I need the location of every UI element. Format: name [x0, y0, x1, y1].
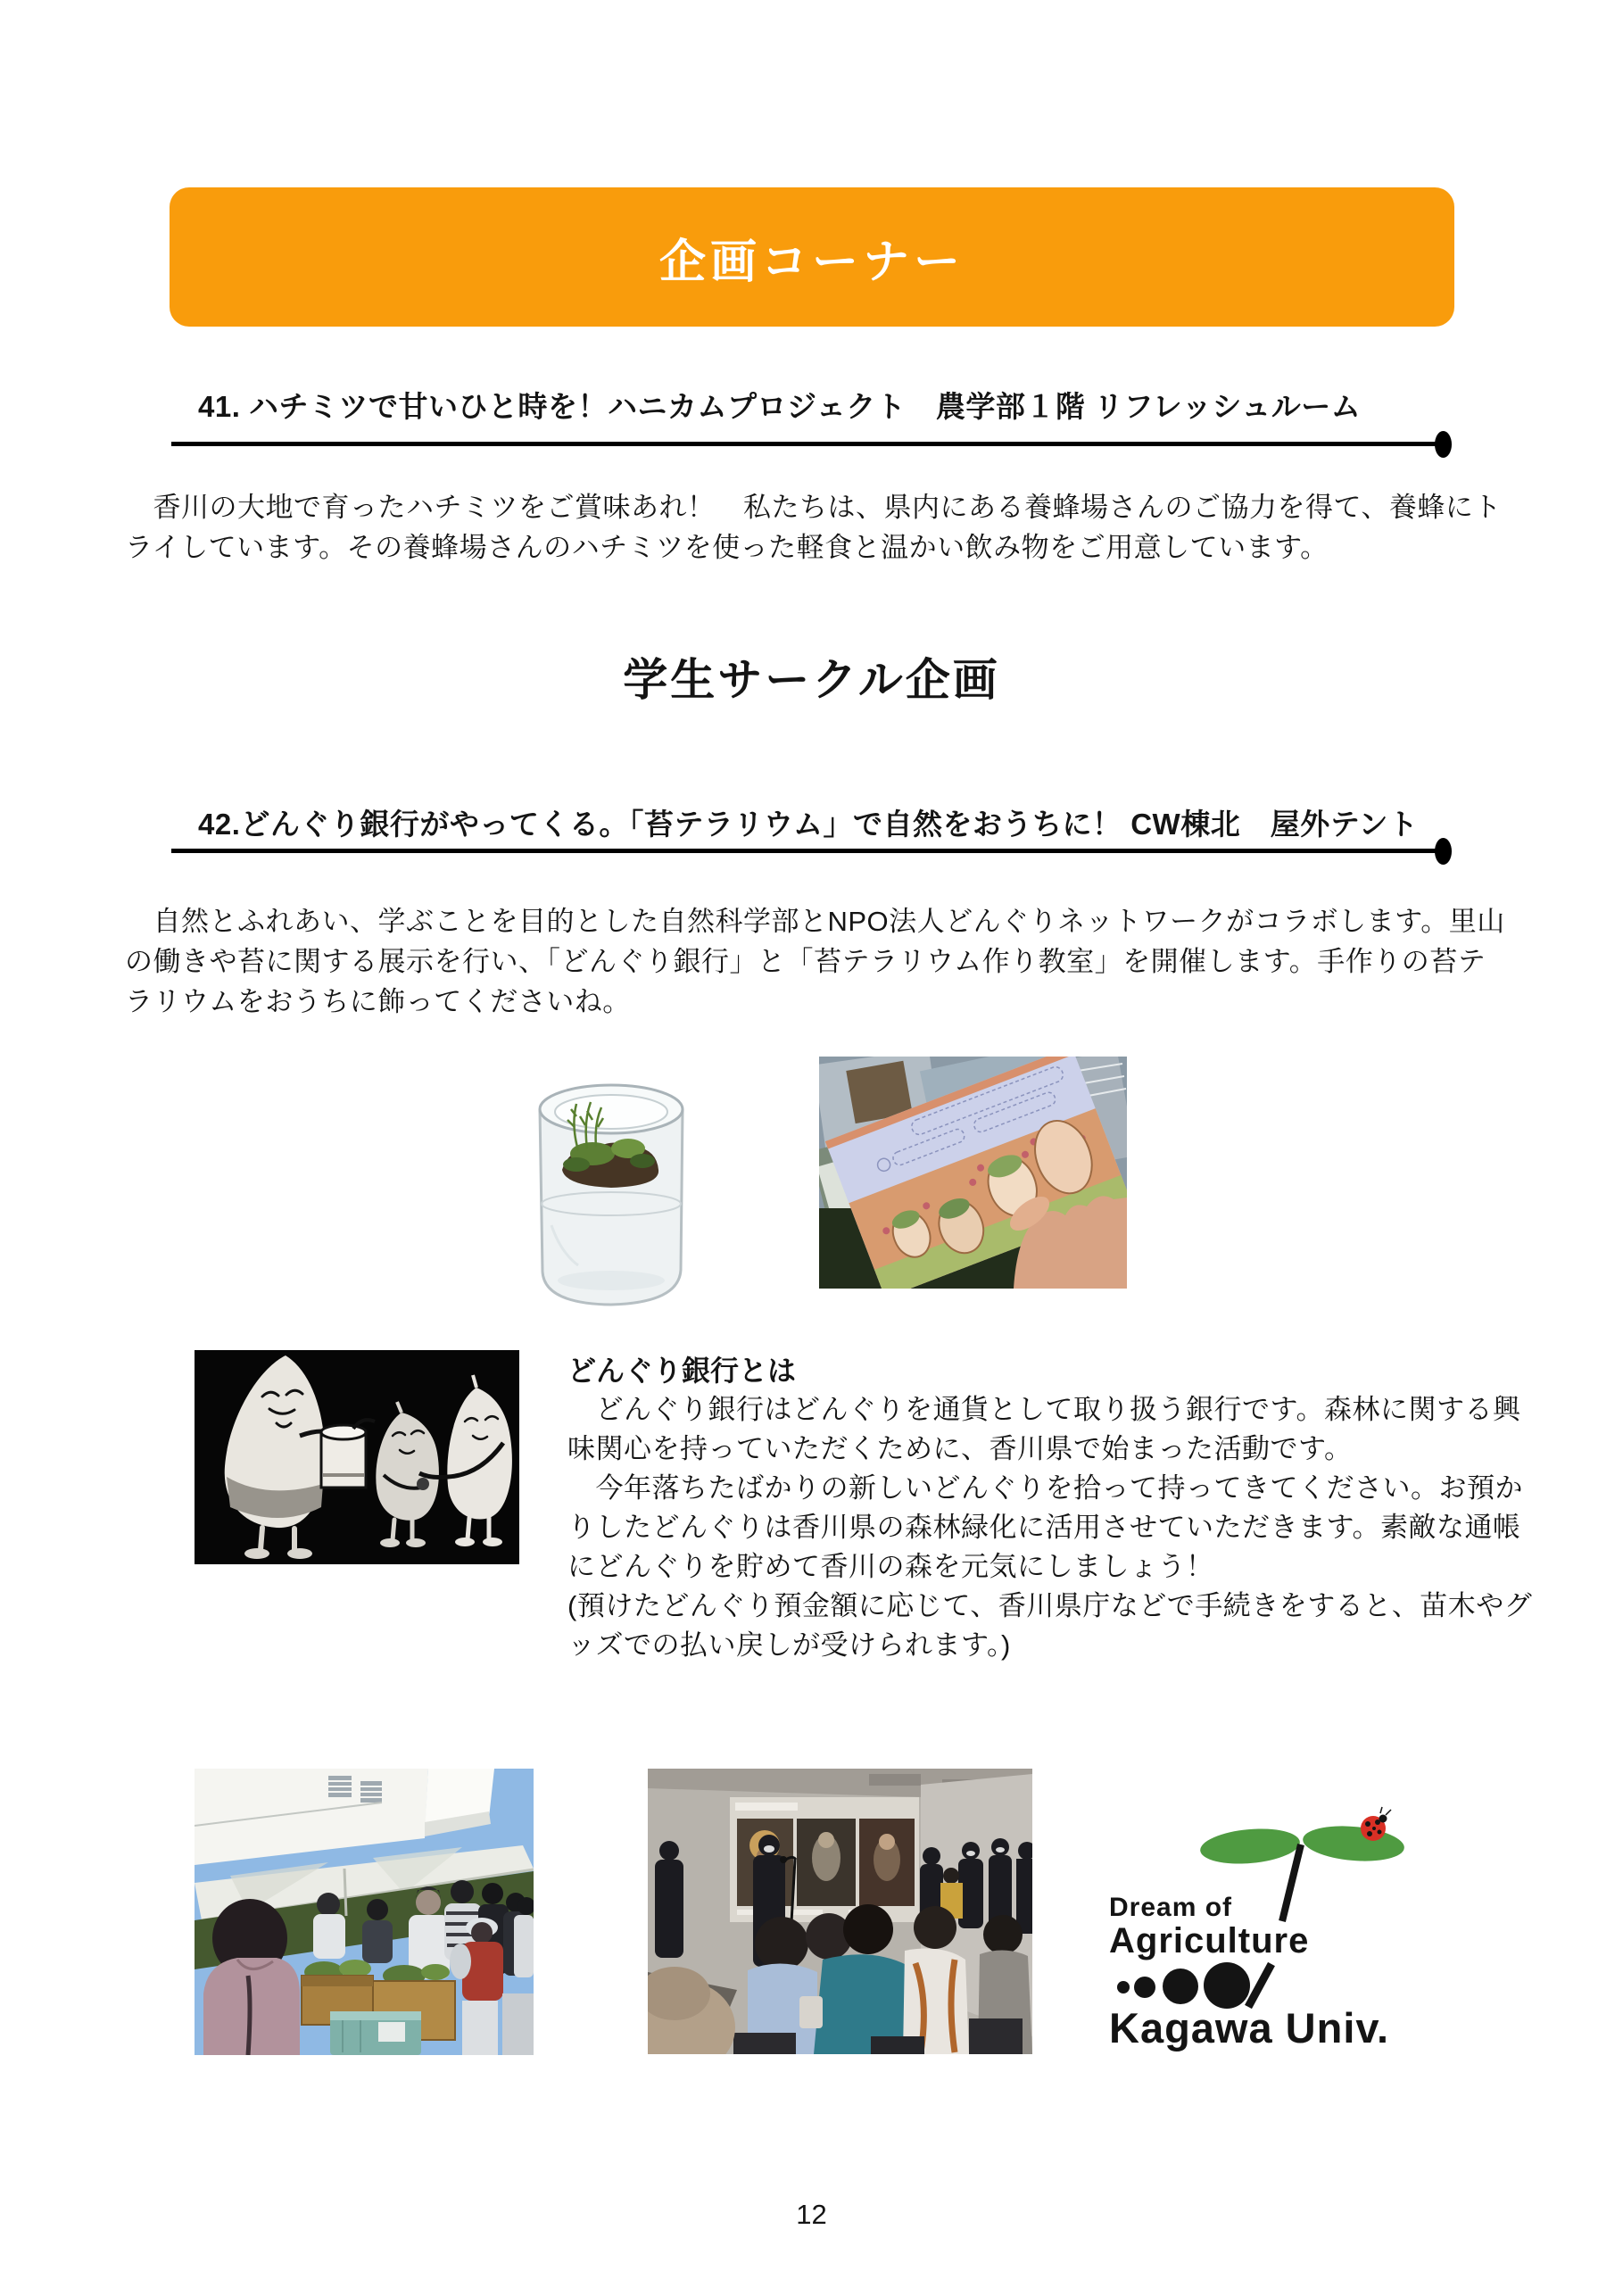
divider-rule — [171, 442, 1438, 446]
student-circle-heading: 学生サークル企画 — [623, 655, 1000, 705]
banner-title: 企画コーナー — [658, 236, 965, 288]
sprout-stem — [1282, 1844, 1301, 1921]
logo-text-kagawa-univ: Kagawa Univ. — [1109, 2004, 1390, 2051]
body-paragraph-41: 香川の大地で育ったハチミツをご賞味あれ！ 私たちは、県内にある養蜂場さんのご協力を得て、養蜂にトライしています。その養蜂場さんのハチミツを使った軽食と温かい飲み物をご用意しています。 — [125, 492, 1502, 563]
donguri-info-paragraph-2: 今年落ちたばかりの新しいどんぐりを拾って持ってきてください。お預かりしたどんぐりは香川県の森林緑化に活用させていただきます。素敵な通帳にどんぐりを貯めて香川の森を元気にしましょう！ — [567, 1472, 1523, 1582]
donguri-passbook-photo — [819, 1057, 1127, 1289]
divider-rule — [171, 849, 1438, 853]
acorn-characters-illustration — [195, 1350, 519, 1564]
outdoor-tent-market-photo — [195, 1769, 534, 2055]
donguri-info-paragraph-1: どんぐり銀行はどんぐりを通貨として取り扱う銀行です。森林に関する興味関心を持っていただくために、香川県で始まった活動です。 — [567, 1394, 1521, 1464]
moss-terrarium-photo — [507, 1038, 716, 1316]
logo-text-dream-of: Dream of — [1109, 1893, 1233, 1922]
heading-41: 41. ハチミツで甘いひと時を！ハニカムプロジェクト 農学部１階 リフレッシュルーム — [198, 390, 1362, 423]
divider-end-dot — [1435, 431, 1452, 458]
donguri-info-paragraph-3: (預けたどんぐり預金額に応じて、香川県庁などで手続きをすると、苗木やグッズでの払い戻しが受けられます。) — [567, 1590, 1533, 1661]
leaf-left — [1199, 1825, 1302, 1868]
body-paragraph-42: 自然とふれあい、学ぶことを目的とした自然科学部とNPO法人どんぐりネットワークがコラボします。里山の働きや苔に関する展示を行い、「どんぐり銀行」と「苔テラリウム作り教室」を開催します。手作りの苔テラリウムをおうちに飾ってくださいね。 — [125, 906, 1505, 1017]
logo-slash — [1248, 1964, 1271, 2007]
donguri-info-block — [567, 1351, 1536, 1665]
donguri-info-title: どんぐり銀行とは — [567, 1355, 797, 1387]
logo-dots — [1117, 1962, 1250, 2009]
section-banner — [170, 187, 1454, 327]
heading-42: 42.どんぐり銀行がやってくる。「苔テラリウム」で自然をおうちに！ CW棟北 屋外テント — [198, 808, 1419, 841]
page-number: 12 — [796, 2199, 827, 2230]
leaf-right — [1302, 1822, 1406, 1865]
indoor-presentation-photo — [648, 1769, 1032, 2054]
kagawa-univ-agriculture-logo — [1102, 1789, 1495, 2093]
logo-text-agriculture: Agriculture — [1109, 1921, 1310, 1960]
divider-end-dot — [1435, 838, 1452, 865]
